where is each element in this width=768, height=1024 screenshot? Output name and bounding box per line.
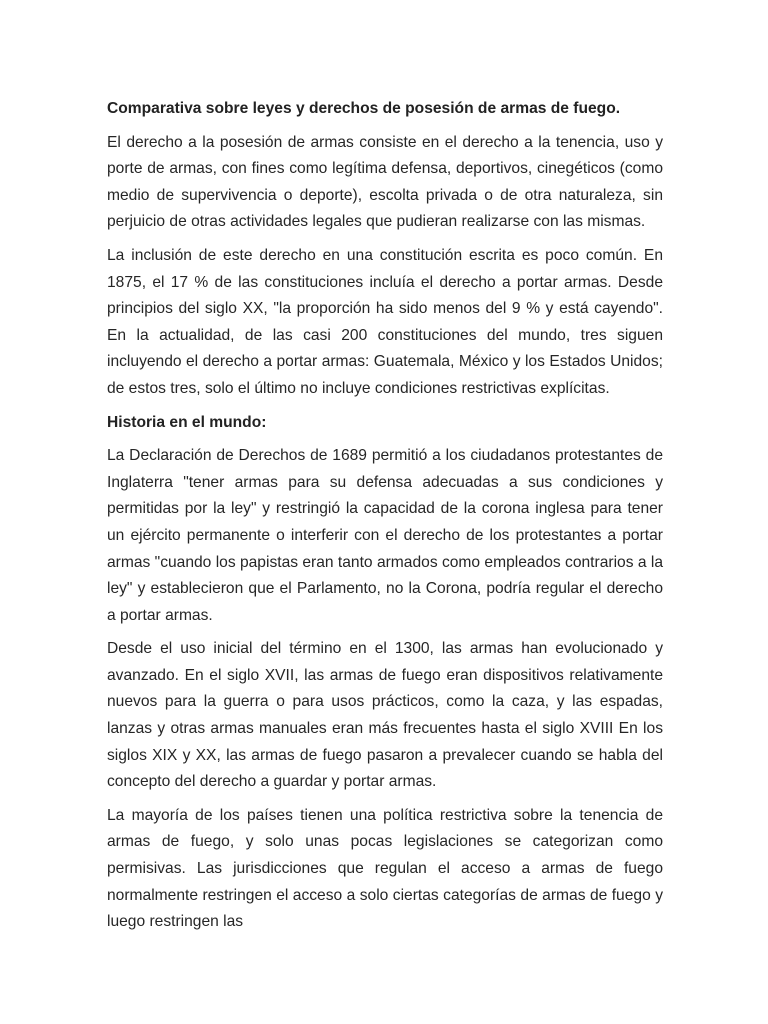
intro-paragraph-2: La inclusión de este derecho en una constitución escrita es poco común. En 1875, el 17 % de las constituciones incluía el derecho a portar armas. Desde principios del siglo XX, "la proporción ha sido menos del 9 % y está cayendo". En la actualidad, de las casi 200 constituciones del mundo, tres siguen incluyendo el derecho a portar armas: Guatemala, México y los Estados Unidos; de estos tres, solo el último no incluye condiciones restrictivas explícitas. [107,246,663,397]
intro-paragraph-1: El derecho a la posesión de armas consiste en el derecho a la tenencia, uso y porte de armas, con fines como legítima defensa, deportivos, cinegéticos (como medio de supervivencia o deporte), escolta privada o de otra naturaleza, sin perjuicio de otras actividades legales que pudieran realizarse con las mismas. [107,133,663,231]
history-paragraph-2: Desde el uso inicial del término en el 1300, las armas han evolucionado y avanzado. En el siglo XVII, las armas de fuego eran dispositivos relativamente nuevos para la guerra o para usos prácticos, como la caza, y las espadas, lanzas y otras armas manuales eran más frecuentes hasta el siglo XVIII En los siglos XIX y XX, las armas de fuego pasaron a prevalecer cuando se habla del concepto del derecho a guardar y portar armas. [107,640,663,791]
history-paragraph-3: La mayoría de los países tienen una política restrictiva sobre la tenencia de armas de fuego, y solo unas pocas legislaciones se categorizan como permisivas. Las jurisdicciones que regulan el acceso a armas de fuego normalmente restringen el acceso a solo ciertas categorías de armas de fuego y luego restringen las [107,806,663,931]
document-title: Comparativa sobre leyes y derechos de posesión de armas de fuego. [107,100,621,117]
history-paragraph-1: La Declaración de Derechos de 1689 permitió a los ciudadanos protestantes de Inglaterra "tener armas para su defensa adecuadas a sus condiciones y permitidas por la ley" y restringió la capacidad de la corona inglesa para tener un ejército permanente o interferir con el derecho de los protestantes a portar armas "cuando los papistas eran tanto armados como empleados contrarios a la ley" y establecieron que el Parlamento, no la Corona, podría regular el derecho a portar armas. [107,447,663,624]
section-heading: Historia en el mundo: [107,413,267,431]
document-body [107,96,663,943]
